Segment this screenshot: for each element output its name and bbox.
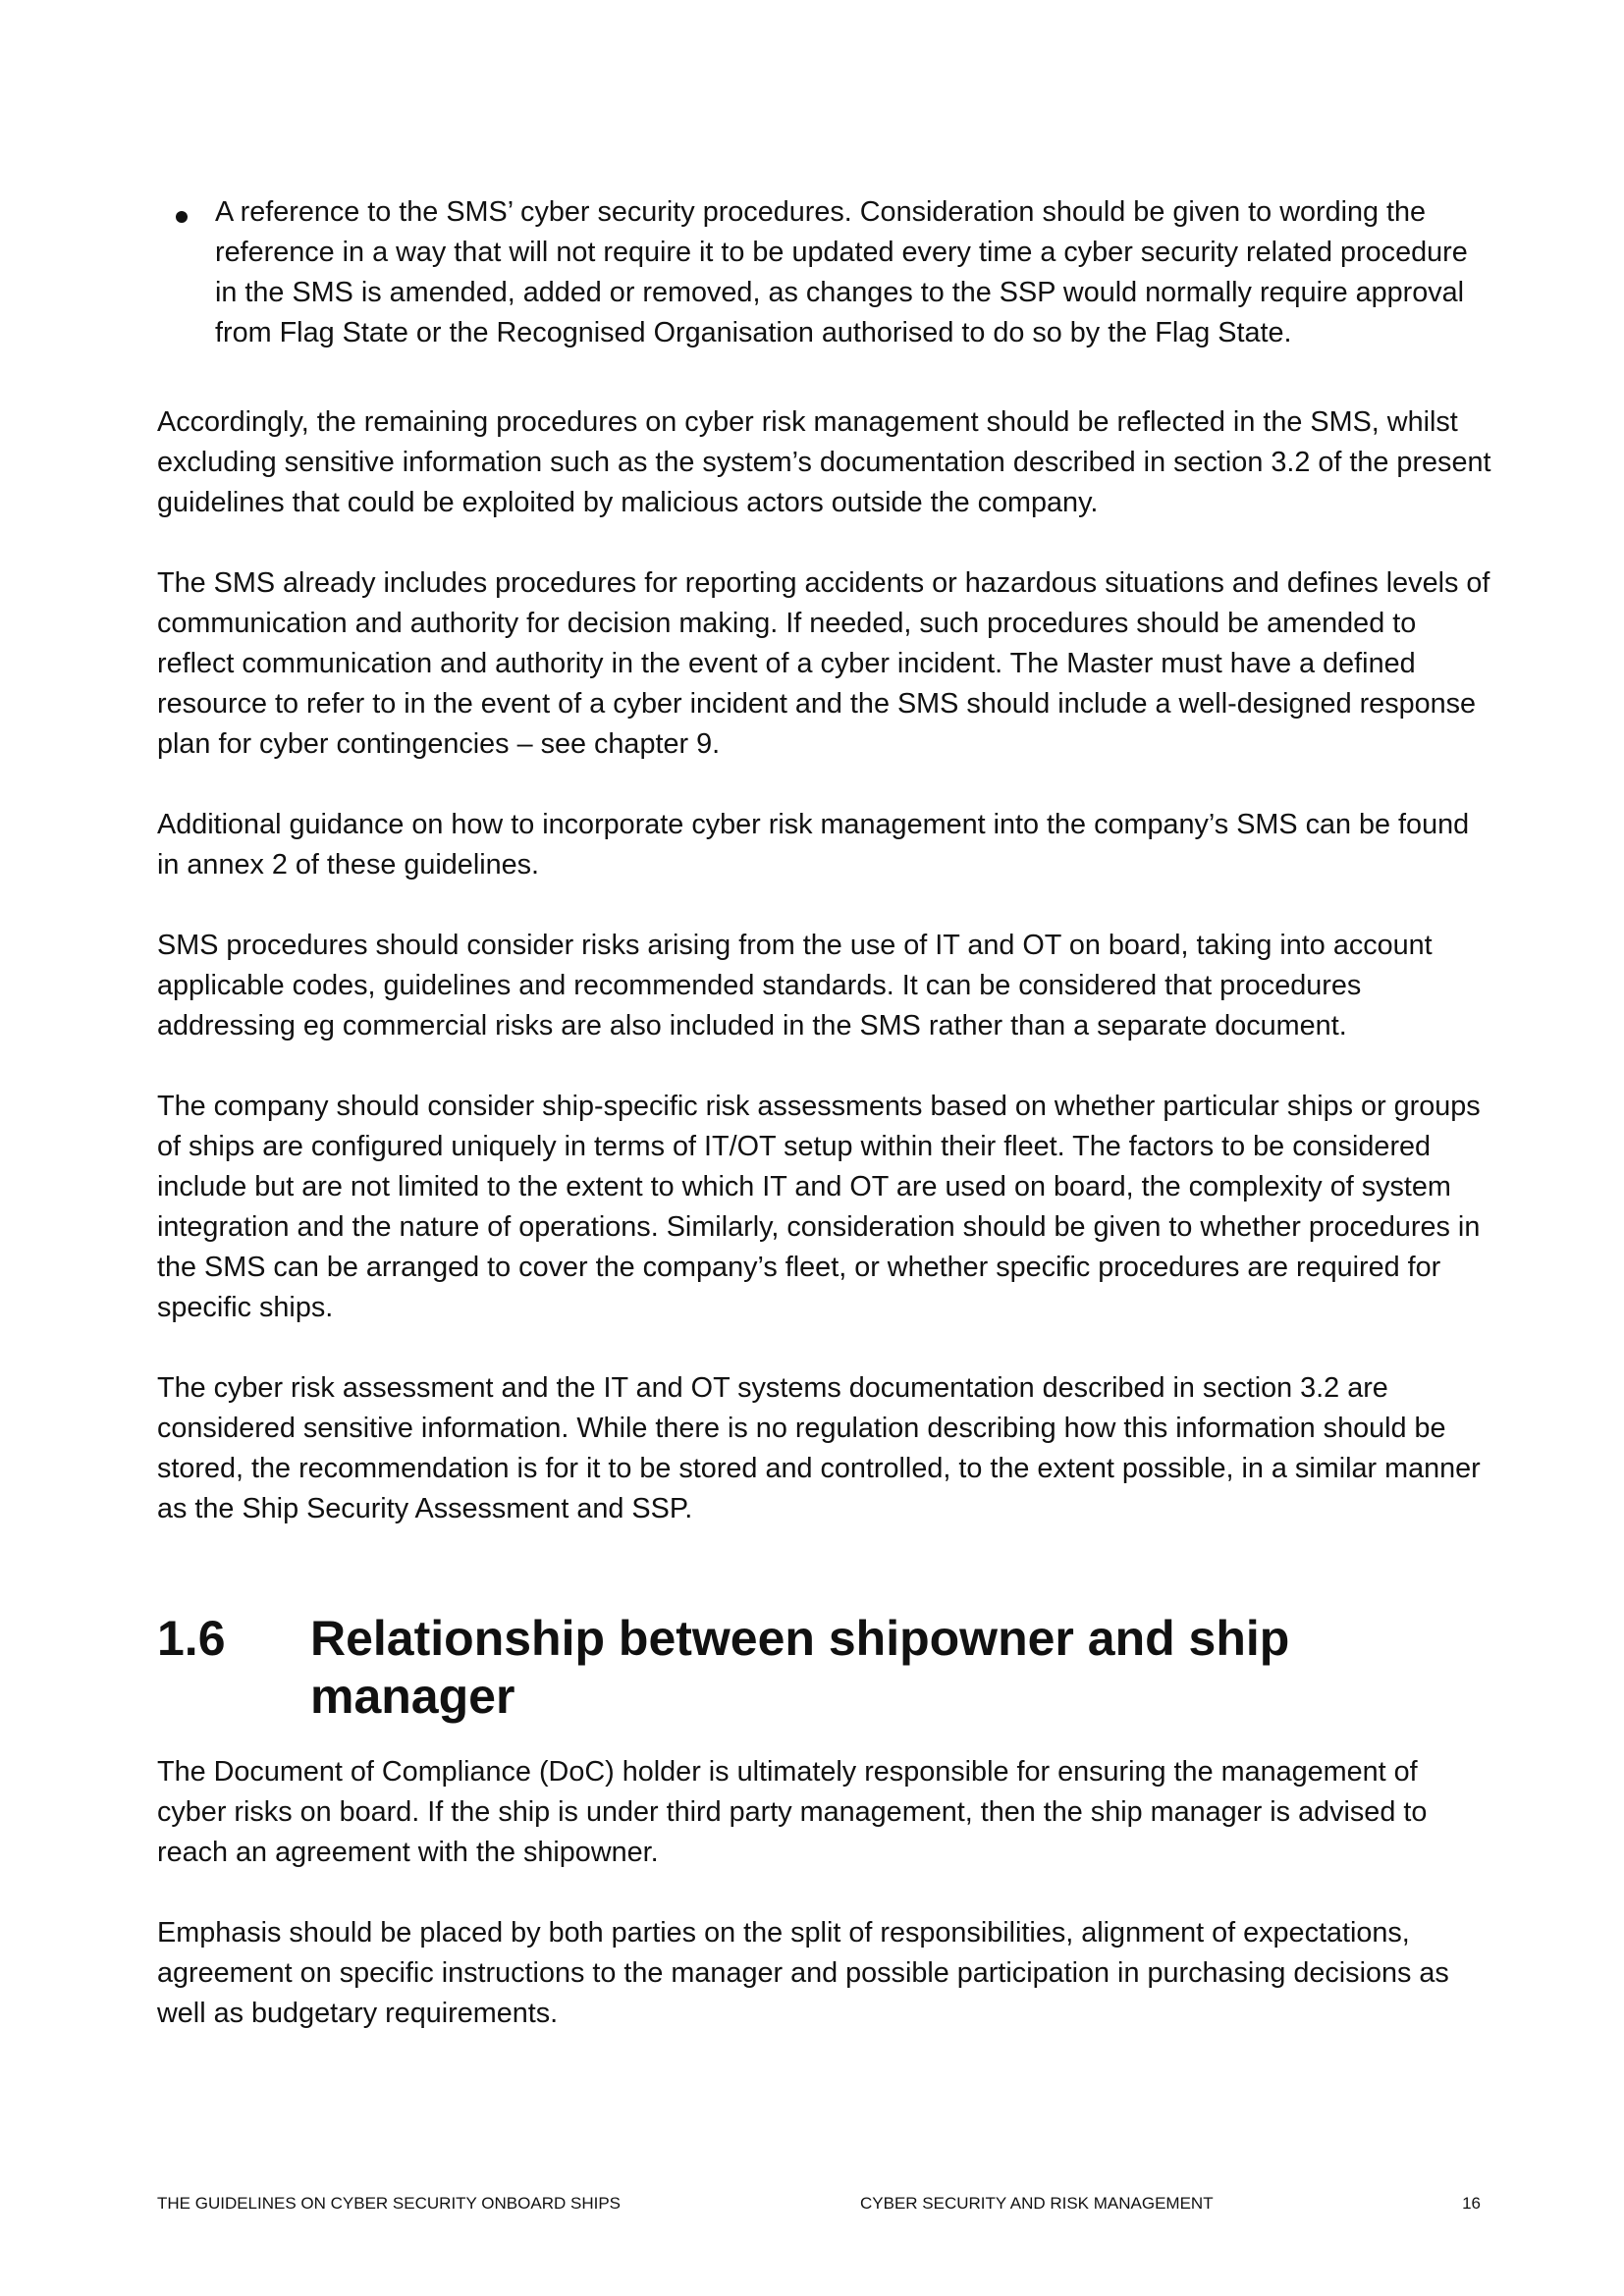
- paragraph: The SMS already includes procedures for reporting accidents or hazardous situations and defines levels of communication and authority for decision making. If needed, such procedures should be amended to reflect communication and authority in the event of a cyber incident. The Master must have a defined resource to refer to in the event of a cyber incident and the SMS should include a well-designed response plan for cyber contingencies – see chapter 9.: [157, 567, 1490, 760]
- page-body: [157, 192, 1492, 2074]
- footer-chapter-title: CYBER SECURITY AND RISK MANAGEMENT: [860, 2194, 1214, 2213]
- paragraph: SMS procedures should consider risks arising from the use of IT and OT on board, taking into account applicable codes, guidelines and recommended standards. It can be considered that procedures addressing eg commercial risks are also included in the SMS rather than a separate document.: [157, 930, 1433, 1041]
- bullet-item: [157, 192, 1492, 353]
- paragraph: The Document of Compliance (DoC) holder is ultimately responsible for ensuring the management of cyber risks on board. If the ship is under third party management, then the ship manager is advised to reach an agreement with the shipowner.: [157, 1756, 1428, 1868]
- paragraph: Emphasis should be placed by both parties on the split of responsibilities, alignment of expectations, agreement on specific instructions to the manager and possible participation in purchasing decisions as well as budgetary requirements.: [157, 1917, 1449, 2029]
- paragraph: The company should consider ship-specific risk assessments based on whether particular ships or groups of ships are configured uniquely in terms of IT/OT setup within their fleet. The factors to be considered include but are not limited to the extent to which IT and OT are used on board, the complexity of system integration and the nature of operations. Similarly, consideration should be given to whether procedures in the SMS can be arranged to cover the company’s fleet, or whether specific procedures are required for specific ships.: [157, 1091, 1481, 1323]
- page-footer: [157, 2191, 1492, 2216]
- section-title: Relationship between shipowner and ship manager: [310, 1611, 1290, 1724]
- bullet-text: A reference to the SMS’ cyber security procedures. Consideration should be given to wording the reference in a way that will not require it to be updated every time a cyber security related procedure in the SMS is amended, added or removed, as changes to the SSP would normally require approval from Flag State or the Recognised Organisation authorised to do so by the Flag State.: [215, 196, 1468, 348]
- section-number: 1.6: [157, 1611, 226, 1666]
- paragraph: Accordingly, the remaining procedures on cyber risk management should be reflected in the SMS, whilst excluding sensitive information such as the system’s documentation described in section 3.2 of the present guidelines that could be exploited by malicious actors outside the company.: [157, 406, 1491, 518]
- paragraph: The cyber risk assessment and the IT and OT systems documentation described in section 3.2 are considered sensitive information. While there is no regulation describing how this information should be stored, the recommendation is for it to be stored and controlled, to the extent possible, in a similar manner as the Ship Security Assessment and SSP.: [157, 1372, 1481, 1524]
- footer-document-title: THE GUIDELINES ON CYBER SECURITY ONBOARD SHIPS: [157, 2194, 621, 2213]
- bullet-icon: [176, 211, 188, 223]
- page-number: 16: [1462, 2194, 1481, 2213]
- section-heading: [157, 1610, 1492, 1726]
- paragraph: Additional guidance on how to incorporate cyber risk management into the company’s SMS can be found in annex 2 of these guidelines.: [157, 809, 1470, 881]
